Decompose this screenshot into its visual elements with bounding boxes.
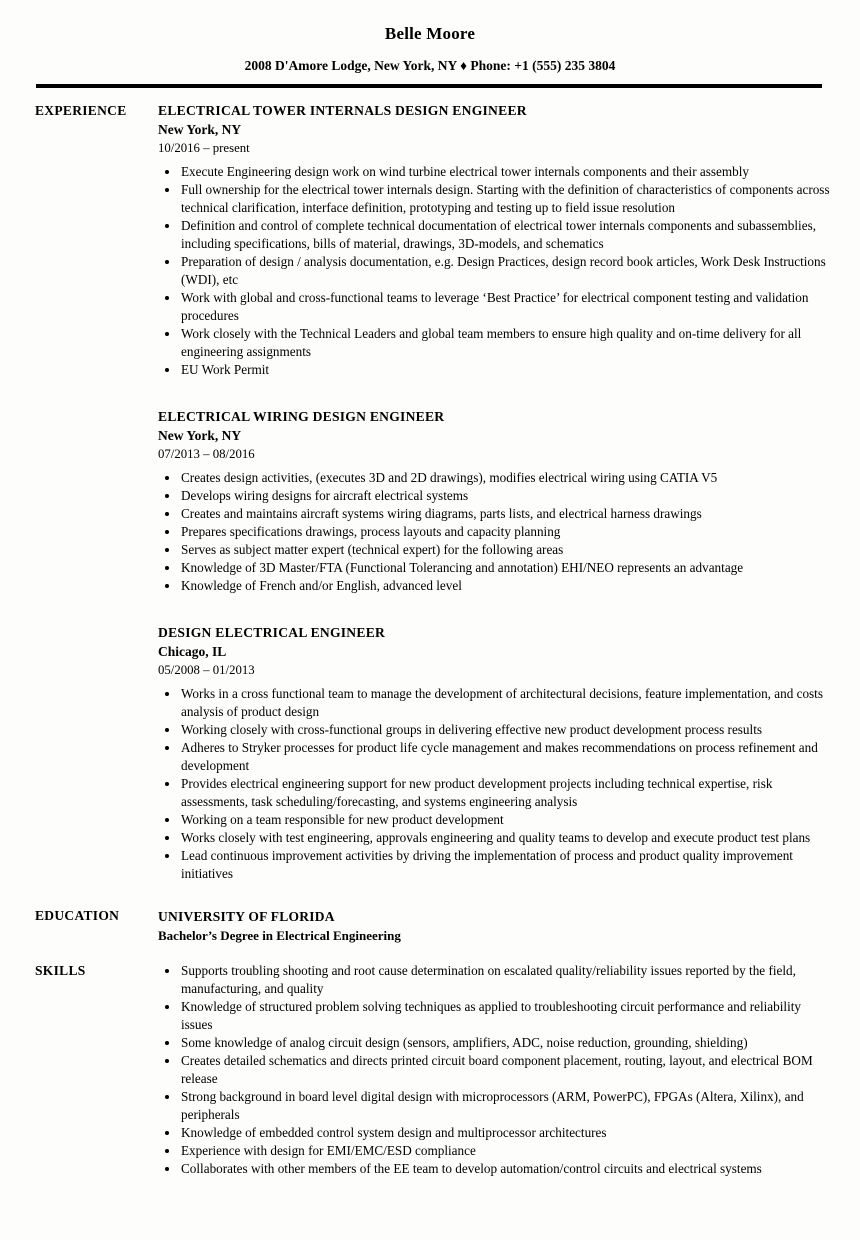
bullet-item: • Working closely with cross-functional groups in delivering effective new product development process results [180,721,830,739]
job-dates: 05/2008 – 01/2013 [158,663,255,677]
bullet-item: • Serves as subject matter expert (technical expert) for the following areas [180,541,830,559]
bullet-item: • Knowledge of structured problem solving techniques as applied to troubleshooting circuit performance and reliability issues [180,998,830,1034]
education-section [35,907,830,945]
experience-content [158,102,830,883]
experience-section-label: EXPERIENCE [35,103,127,118]
bullet-item: • Knowledge of French and/or English, advanced level [180,577,830,595]
bullet-item: • Adheres to Stryker processes for product life cycle management and makes recommendations on process refinement and development [180,739,830,775]
bullet-item: • Definition and control of complete technical documentation of electrical tower internals components and subassemblies, including specifications, bills of material, drawings, 3D-models, and schematics [180,217,830,253]
bullet-item: • Preparation of design / analysis documentation, e.g. Design Practices, design record book articles, Work Desk Instructions (WDI), etc [180,253,830,289]
bullet-item: • Working on a team responsible for new product development [180,811,830,829]
job-title: ELECTRICAL WIRING DESIGN ENGINEER [158,409,445,424]
job-entry-2 [158,408,830,595]
bullet-item: • EU Work Permit [180,361,830,379]
degree-name: Bachelor’s Degree in Electrical Engineering [158,928,401,943]
job-location: New York, NY [158,428,242,443]
job-location: New York, NY [158,122,242,137]
bullet-item: • Creates and maintains aircraft systems wiring diagrams, parts lists, and electrical harness drawings [180,505,830,523]
bullet-item: • Creates detailed schematics and directs printed circuit board component placement, routing, layout, and electrical BOM release [180,1052,830,1088]
bullet-item: • Works in a cross functional team to manage the development of architectural decisions, feature implementation, and costs analysis of product design [180,685,830,721]
bullet-item: • Full ownership for the electrical tower internals design. Starting with the definition of characteristics of components across technical clarification, interface definition, prototyping and testing up to field issue resolution [180,181,830,217]
resume-body [0,88,860,1178]
bullet-item: • Strong background in board level digital design with microprocessors (ARM, PowerPC), FPGAs (Altera, Xilinx), and peripherals [180,1088,830,1124]
bullet-item: • Works closely with test engineering, approvals engineering and quality teams to develop and execute product test plans [180,829,830,847]
bullet-item: • Execute Engineering design work on wind turbine electrical tower internals components and their assembly [180,163,830,181]
job-title: ELECTRICAL TOWER INTERNALS DESIGN ENGINEER [158,103,527,118]
bullet-item: • Knowledge of embedded control system design and multiprocessor architectures [180,1124,830,1142]
job-bullet-list [158,469,830,595]
job-dates: 07/2013 – 08/2016 [158,447,255,461]
bullet-item: • Creates design activities, (executes 3D and 2D drawings), modifies electrical wiring using CATIA V5 [180,469,830,487]
job-dates: 10/2016 – present [158,141,250,155]
job-bullet-list [158,163,830,379]
bullet-item: • Collaborates with other members of the EE team to develop automation/control circuits and electrical systems [180,1160,830,1178]
bullet-item: • Work with global and cross-functional teams to leverage ‘Best Practice’ for electrical component testing and validation procedures [180,289,830,325]
bullet-item: • Lead continuous improvement activities by driving the implementation of process and product quality improvement initiatives [180,847,830,883]
bullet-item: • Experience with design for EMI/EMC/ESD compliance [180,1142,830,1160]
bullet-item: • Work closely with the Technical Leaders and global team members to ensure high quality and on-time delivery for all engineering assignments [180,325,830,361]
school-name: UNIVERSITY OF FLORIDA [158,909,335,924]
bullet-item: • Some knowledge of analog circuit design (sensors, amplifiers, ADC, noise reduction, grounding, shielding) [180,1034,830,1052]
job-entry-3 [158,624,830,883]
skills-section [35,962,830,1178]
job-bullet-list [158,685,830,883]
bullet-item: • Prepares specifications drawings, process layouts and capacity planning [180,523,830,541]
job-entry-1 [158,102,830,379]
skills-section-label: SKILLS [35,963,86,978]
bullet-item: • Knowledge of 3D Master/FTA (Functional Tolerancing and annotation) EHI/NEO represents an advantage [180,559,830,577]
job-title: DESIGN ELECTRICAL ENGINEER [158,625,386,640]
bullet-item: • Develops wiring designs for aircraft electrical systems [180,487,830,505]
education-section-label: EDUCATION [35,908,120,923]
job-location: Chicago, IL [158,644,227,659]
experience-section [35,102,830,883]
contact-line: 2008 D'Amore Lodge, New York, NY ♦ Phone: +1 (555) 235 3804 [244,58,616,73]
skills-content [158,962,830,1178]
bullet-item: • Provides electrical engineering support for new product development projects including technical expertise, risk assessments, task scheduling/forecasting, and systems engineering analysis [180,775,830,811]
skills-bullet-list [158,962,830,1178]
bullet-item: • Supports troubling shooting and root cause determination on escalated quality/reliability issues reported by the field, manufacturing, and quality [180,962,830,998]
education-content [158,907,830,945]
candidate-name: Belle Moore [384,24,476,43]
resume-header [0,0,860,88]
